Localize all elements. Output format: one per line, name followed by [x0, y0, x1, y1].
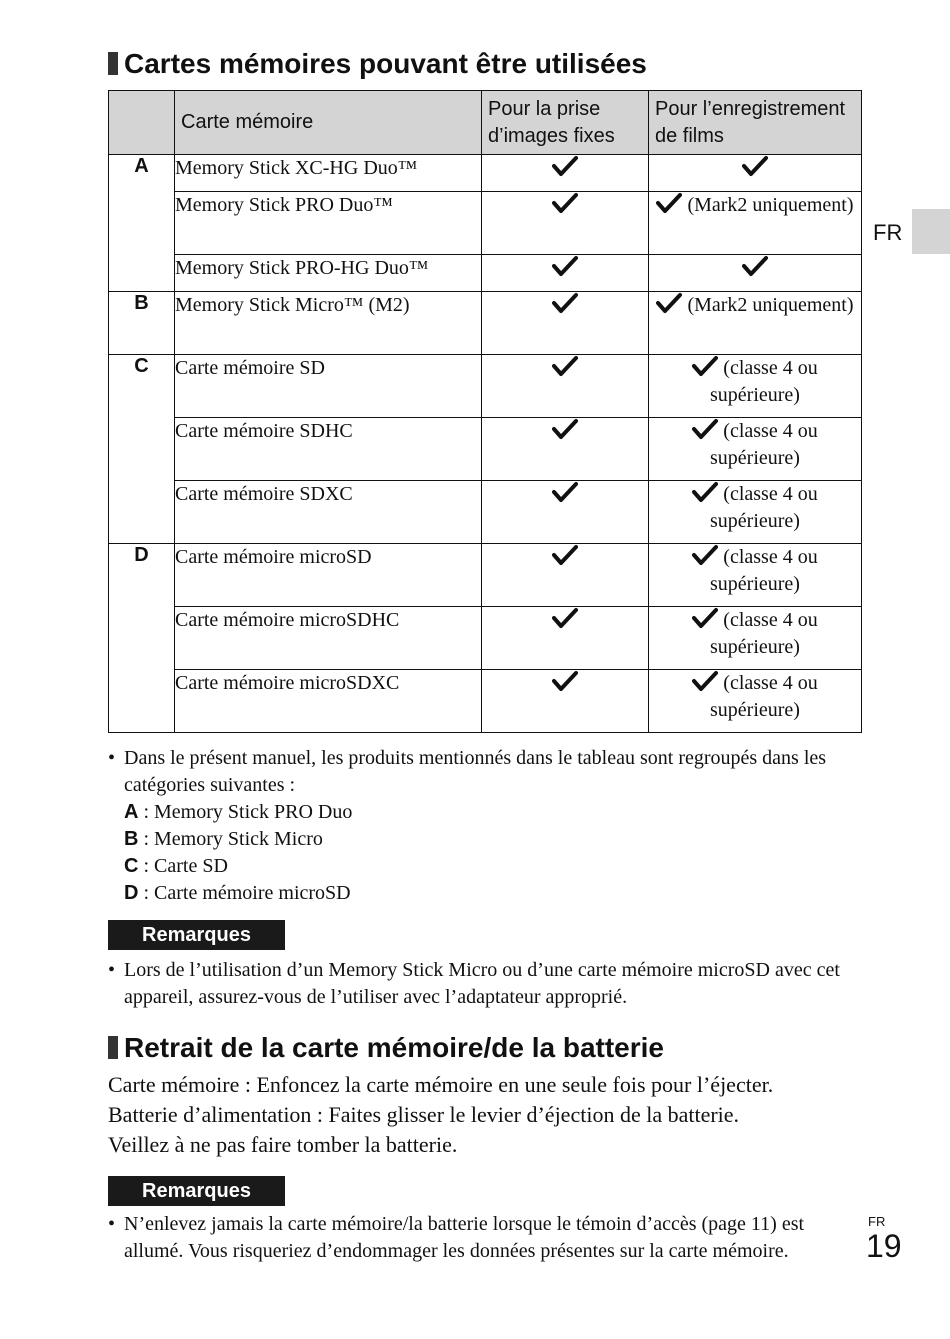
table-body	[109, 155, 862, 733]
checkmark-icon	[552, 418, 578, 440]
checkmark-icon	[552, 355, 578, 377]
header-movie: Pour l’enregistrement de films	[649, 91, 862, 155]
table-row	[109, 292, 862, 355]
checkmark-icon	[552, 255, 578, 277]
category-item	[124, 880, 848, 907]
group-label: D	[109, 544, 175, 733]
card-name: Memory Stick PRO-HG Duo™	[175, 255, 482, 292]
movie-cell	[649, 544, 862, 607]
checkmark-icon	[656, 292, 682, 314]
card-name: Carte mémoire SD	[175, 355, 482, 418]
table-header-row	[109, 91, 862, 155]
checkmark-icon	[692, 607, 718, 629]
card-name: Carte mémoire microSDHC	[175, 607, 482, 670]
movie-cell	[649, 418, 862, 481]
movie-note: (classe 4 ou supérieure)	[710, 357, 818, 406]
movie-note: (classe 4 ou supérieure)	[710, 672, 818, 721]
movie-cell	[649, 292, 862, 355]
memory-card-table	[108, 90, 862, 733]
side-tab-label: FR	[873, 220, 903, 245]
category-text: : Carte SD	[143, 855, 228, 877]
section-title-removal	[108, 1032, 664, 1064]
removal-line: Veillez à ne pas faire tomber la batterie.	[108, 1132, 458, 1157]
category-key: D	[124, 882, 139, 904]
still-cell	[482, 607, 649, 670]
page-number: 19	[866, 1228, 902, 1264]
movie-note: (classe 4 ou supérieure)	[710, 609, 818, 658]
side-tab	[912, 209, 950, 254]
movie-note: (classe 4 ou supérieure)	[710, 546, 818, 595]
category-text: : Carte mémoire microSD	[143, 882, 351, 904]
still-cell	[482, 670, 649, 733]
categories-note	[108, 745, 848, 907]
still-cell	[482, 292, 649, 355]
group-label: C	[109, 355, 175, 544]
card-name: Carte mémoire microSDXC	[175, 670, 482, 733]
still-cell	[482, 481, 649, 544]
card-name: Memory Stick XC-HG Duo™	[175, 155, 482, 192]
category-key: B	[124, 828, 139, 850]
group-label: B	[109, 292, 175, 355]
heading-bar-icon	[108, 1036, 118, 1059]
card-name: Carte mémoire SDXC	[175, 481, 482, 544]
table-row	[109, 481, 862, 544]
movie-cell	[649, 355, 862, 418]
checkmark-icon	[552, 607, 578, 629]
table-row	[109, 355, 862, 418]
category-text: : Memory Stick PRO Duo	[143, 801, 353, 823]
category-key: C	[124, 855, 139, 877]
checkmark-icon	[742, 255, 768, 277]
checkmark-icon	[742, 155, 768, 177]
header-card: Carte mémoire	[175, 91, 482, 155]
card-name: Carte mémoire microSD	[175, 544, 482, 607]
section-title-text: Cartes mémoires pouvant être utilisées	[124, 48, 647, 79]
still-cell	[482, 255, 649, 292]
category-key: A	[124, 801, 139, 823]
header-still: Pour la prise d’images fixes	[482, 91, 649, 155]
page-lang: FR	[868, 1214, 886, 1229]
checkmark-icon	[552, 155, 578, 177]
section-title-text: Retrait de la carte mémoire/de la batterie	[124, 1032, 664, 1063]
table-row	[109, 607, 862, 670]
movie-cell	[649, 481, 862, 544]
category-item	[124, 853, 848, 880]
still-cell	[482, 544, 649, 607]
still-cell	[482, 155, 649, 192]
removal-line: Carte mémoire : Enfoncez la carte mémoire en une seule fois pour l’éjecter.	[108, 1072, 774, 1097]
still-cell	[482, 355, 649, 418]
movie-cell	[649, 670, 862, 733]
movie-note: (Mark2 uniquement)	[687, 294, 854, 316]
still-cell	[482, 418, 649, 481]
movie-cell	[649, 607, 862, 670]
checkmark-icon	[552, 192, 578, 214]
table-row	[109, 192, 862, 255]
table-row	[109, 418, 862, 481]
checkmark-icon	[552, 292, 578, 314]
heading-bar-icon	[108, 52, 118, 75]
card-name: Memory Stick Micro™ (M2)	[175, 292, 482, 355]
removal-paragraph	[108, 1070, 773, 1160]
movie-cell	[649, 155, 862, 192]
card-name: Carte mémoire SDHC	[175, 418, 482, 481]
movie-cell	[649, 192, 862, 255]
category-item	[124, 799, 848, 826]
category-text: : Memory Stick Micro	[143, 828, 323, 850]
remarks-text: Lors de l’utilisation d’un Memory Stick Micro ou d’une carte mémoire microSD avec cet appareil, assurez-vous de l’utiliser avec l’adaptateur approprié.	[124, 959, 840, 1008]
checkmark-icon	[692, 355, 718, 377]
checkmark-icon	[552, 481, 578, 503]
still-cell	[482, 192, 649, 255]
remarks-note	[108, 1211, 858, 1265]
bullet-icon: •	[108, 747, 116, 769]
table-row	[109, 670, 862, 733]
checkmark-icon	[552, 670, 578, 692]
checkmark-icon	[692, 670, 718, 692]
bullet-icon: •	[108, 1213, 116, 1235]
remarks-label: Remarques	[108, 1176, 285, 1206]
bullet-icon: •	[108, 959, 116, 981]
movie-note: (classe 4 ou supérieure)	[710, 483, 818, 532]
category-item	[124, 826, 848, 853]
checkmark-icon	[656, 192, 682, 214]
categories-intro: Dans le présent manuel, les produits mentionnés dans le tableau sont regroupés dans les catégories suivantes :	[124, 747, 827, 796]
checkmark-icon	[692, 481, 718, 503]
remarks-label: Remarques	[108, 920, 285, 950]
group-label: A	[109, 155, 175, 292]
remarks-text: N’enlevez jamais la carte mémoire/la batterie lorsque le témoin d’accès (page 11) est allumé. Vous risqueriez d’endommager les données présentes sur la carte mémoire.	[124, 1213, 805, 1262]
movie-cell	[649, 255, 862, 292]
table-row	[109, 255, 862, 292]
header-group	[109, 91, 175, 155]
card-name: Memory Stick PRO Duo™	[175, 192, 482, 255]
checkmark-icon	[692, 418, 718, 440]
table-row	[109, 544, 862, 607]
section-title-memory-cards	[108, 48, 647, 80]
removal-line: Batterie d’alimentation : Faites glisser le levier d’éjection de la batterie.	[108, 1102, 740, 1127]
remarks-note	[108, 957, 853, 1011]
table-row	[109, 155, 862, 192]
movie-note: (Mark2 uniquement)	[687, 194, 854, 216]
movie-note: (classe 4 ou supérieure)	[710, 420, 818, 469]
checkmark-icon	[552, 544, 578, 566]
checkmark-icon	[692, 544, 718, 566]
